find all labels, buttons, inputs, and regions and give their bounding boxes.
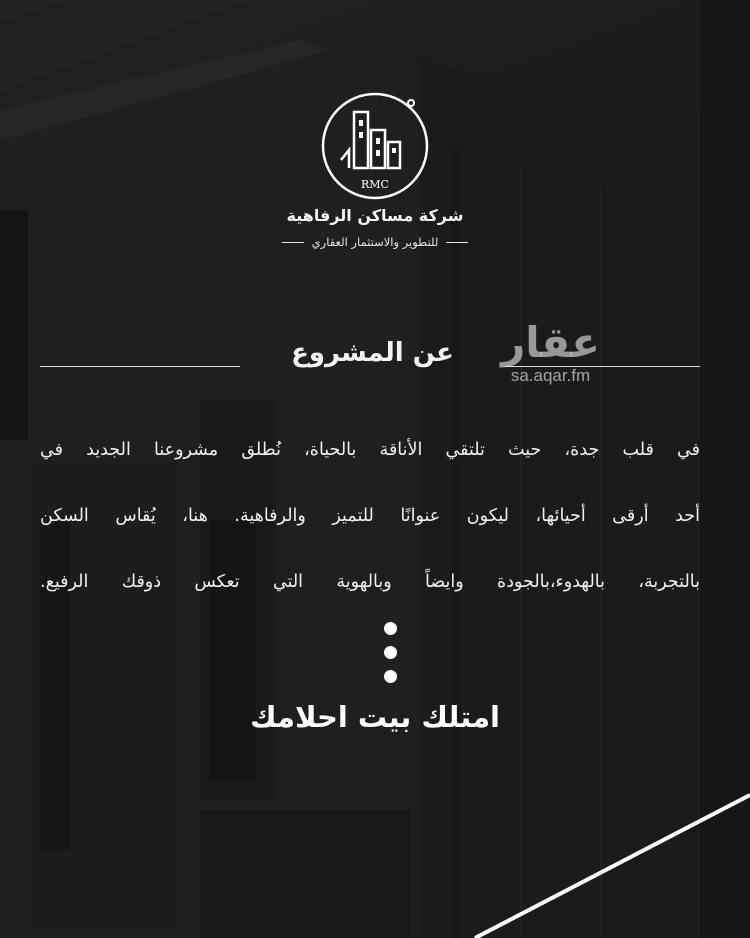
- dot: [384, 622, 397, 635]
- dot: [384, 646, 397, 659]
- description-line: في قلب جدة، حيث تلتقي الأناقة بالحياة، نُطلق مشروعنا الجديد في: [40, 440, 700, 460]
- section-heading-row: [0, 338, 750, 382]
- heading-divider-left: [40, 366, 240, 367]
- section-heading: عن المشروع: [291, 338, 454, 368]
- description-line: بالتجربة، بالهدوء،بالجودة وايضاً وبالهوية التي تعكس ذوقك الرفيع.: [40, 572, 700, 592]
- dot: [384, 670, 397, 683]
- watermark-logo: عقار: [501, 318, 600, 367]
- svg-text:RMC: RMC: [361, 178, 389, 191]
- call-to-action: امتلك بيت احلامك: [249, 700, 500, 734]
- tagline-divider-left: [282, 242, 304, 243]
- vertical-dots-separator: [383, 622, 397, 694]
- company-name: شركة مساكن الرفاهية: [286, 206, 464, 225]
- description-line: أحد أرقى أحيائها، ليكون عنوانًا للتميز والرفاهية. هنا، يُقاس السكن: [40, 506, 700, 526]
- watermark-url: sa.aqar.fm: [510, 366, 591, 385]
- company-logo: [319, 90, 431, 202]
- tagline-divider-right: [446, 242, 468, 243]
- company-tagline-row: [0, 235, 750, 249]
- aqar-watermark: [488, 318, 613, 402]
- company-tagline: للتطوير والاستثمار العقاري: [311, 235, 439, 249]
- project-description: [40, 428, 700, 626]
